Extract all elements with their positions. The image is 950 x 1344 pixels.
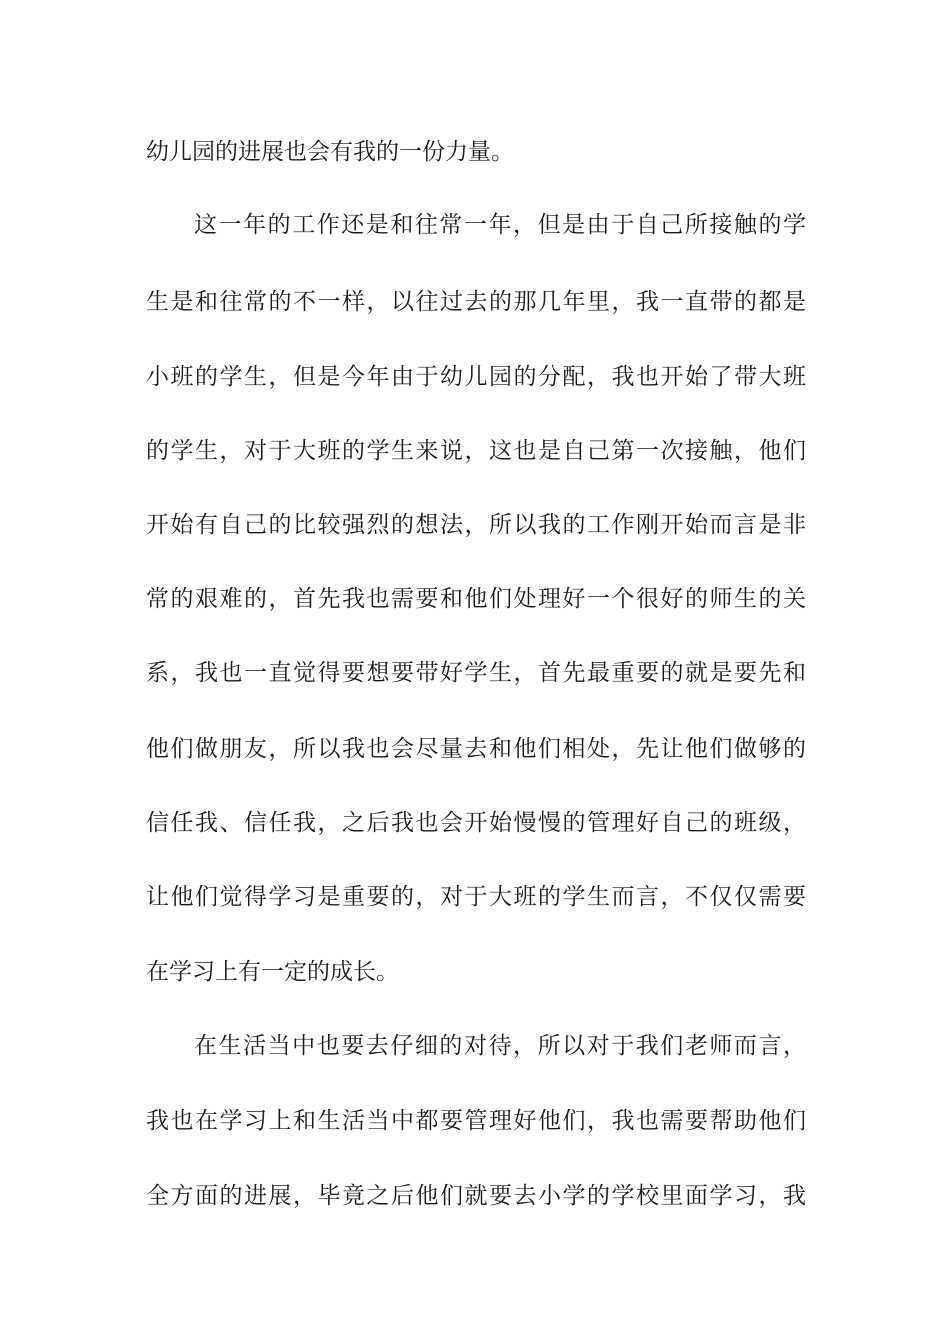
text-line-9: 他们做朋友，所以我也会尽量去和他们相处，先让他们做够的: [146, 736, 806, 762]
text-line-10: 信任我、信任我，之后我也会开始慢慢的管理好自己的班级，: [146, 810, 806, 836]
text-line-2: 这一年的工作还是和往常一年，但是由于自己所接触的学: [194, 212, 806, 238]
text-line-12: 在学习上有一定的成长。: [146, 959, 399, 985]
text-line-11: 让他们觉得学习是重要的，对于大班的学生而言，不仅仅需要: [146, 884, 806, 910]
text-line-4: 小班的学生，但是今年由于幼儿园的分配，我也开始了带大班: [146, 364, 806, 390]
text-line-5: 的学生，对于大班的学生来说，这也是自己第一次接触，他们: [146, 438, 806, 464]
text-line-8: 系，我也一直觉得要想要带好学生，首先最重要的就是要先和: [146, 660, 806, 686]
text-line-14: 我也在学习上和生活当中都要管理好他们，我也需要帮助他们: [146, 1108, 806, 1134]
text-line-7: 常的艰难的，首先我也需要和他们处理好一个很好的师生的关: [146, 586, 806, 612]
text-line-13: 在生活当中也要去仔细的对待，所以对于我们老师而言，: [194, 1033, 806, 1059]
text-line-6: 开始有自己的比较强烈的想法，所以我的工作刚开始而言是非: [146, 512, 806, 538]
text-line-3: 生是和往常的不一样，以往过去的那几年里，我一直带的都是: [146, 289, 806, 315]
text-line-1: 幼儿园的进展也会有我的一份力量。: [146, 139, 514, 165]
text-line-15: 全方面的进展，毕竟之后他们就要去小学的学校里面学习，我: [146, 1183, 806, 1209]
